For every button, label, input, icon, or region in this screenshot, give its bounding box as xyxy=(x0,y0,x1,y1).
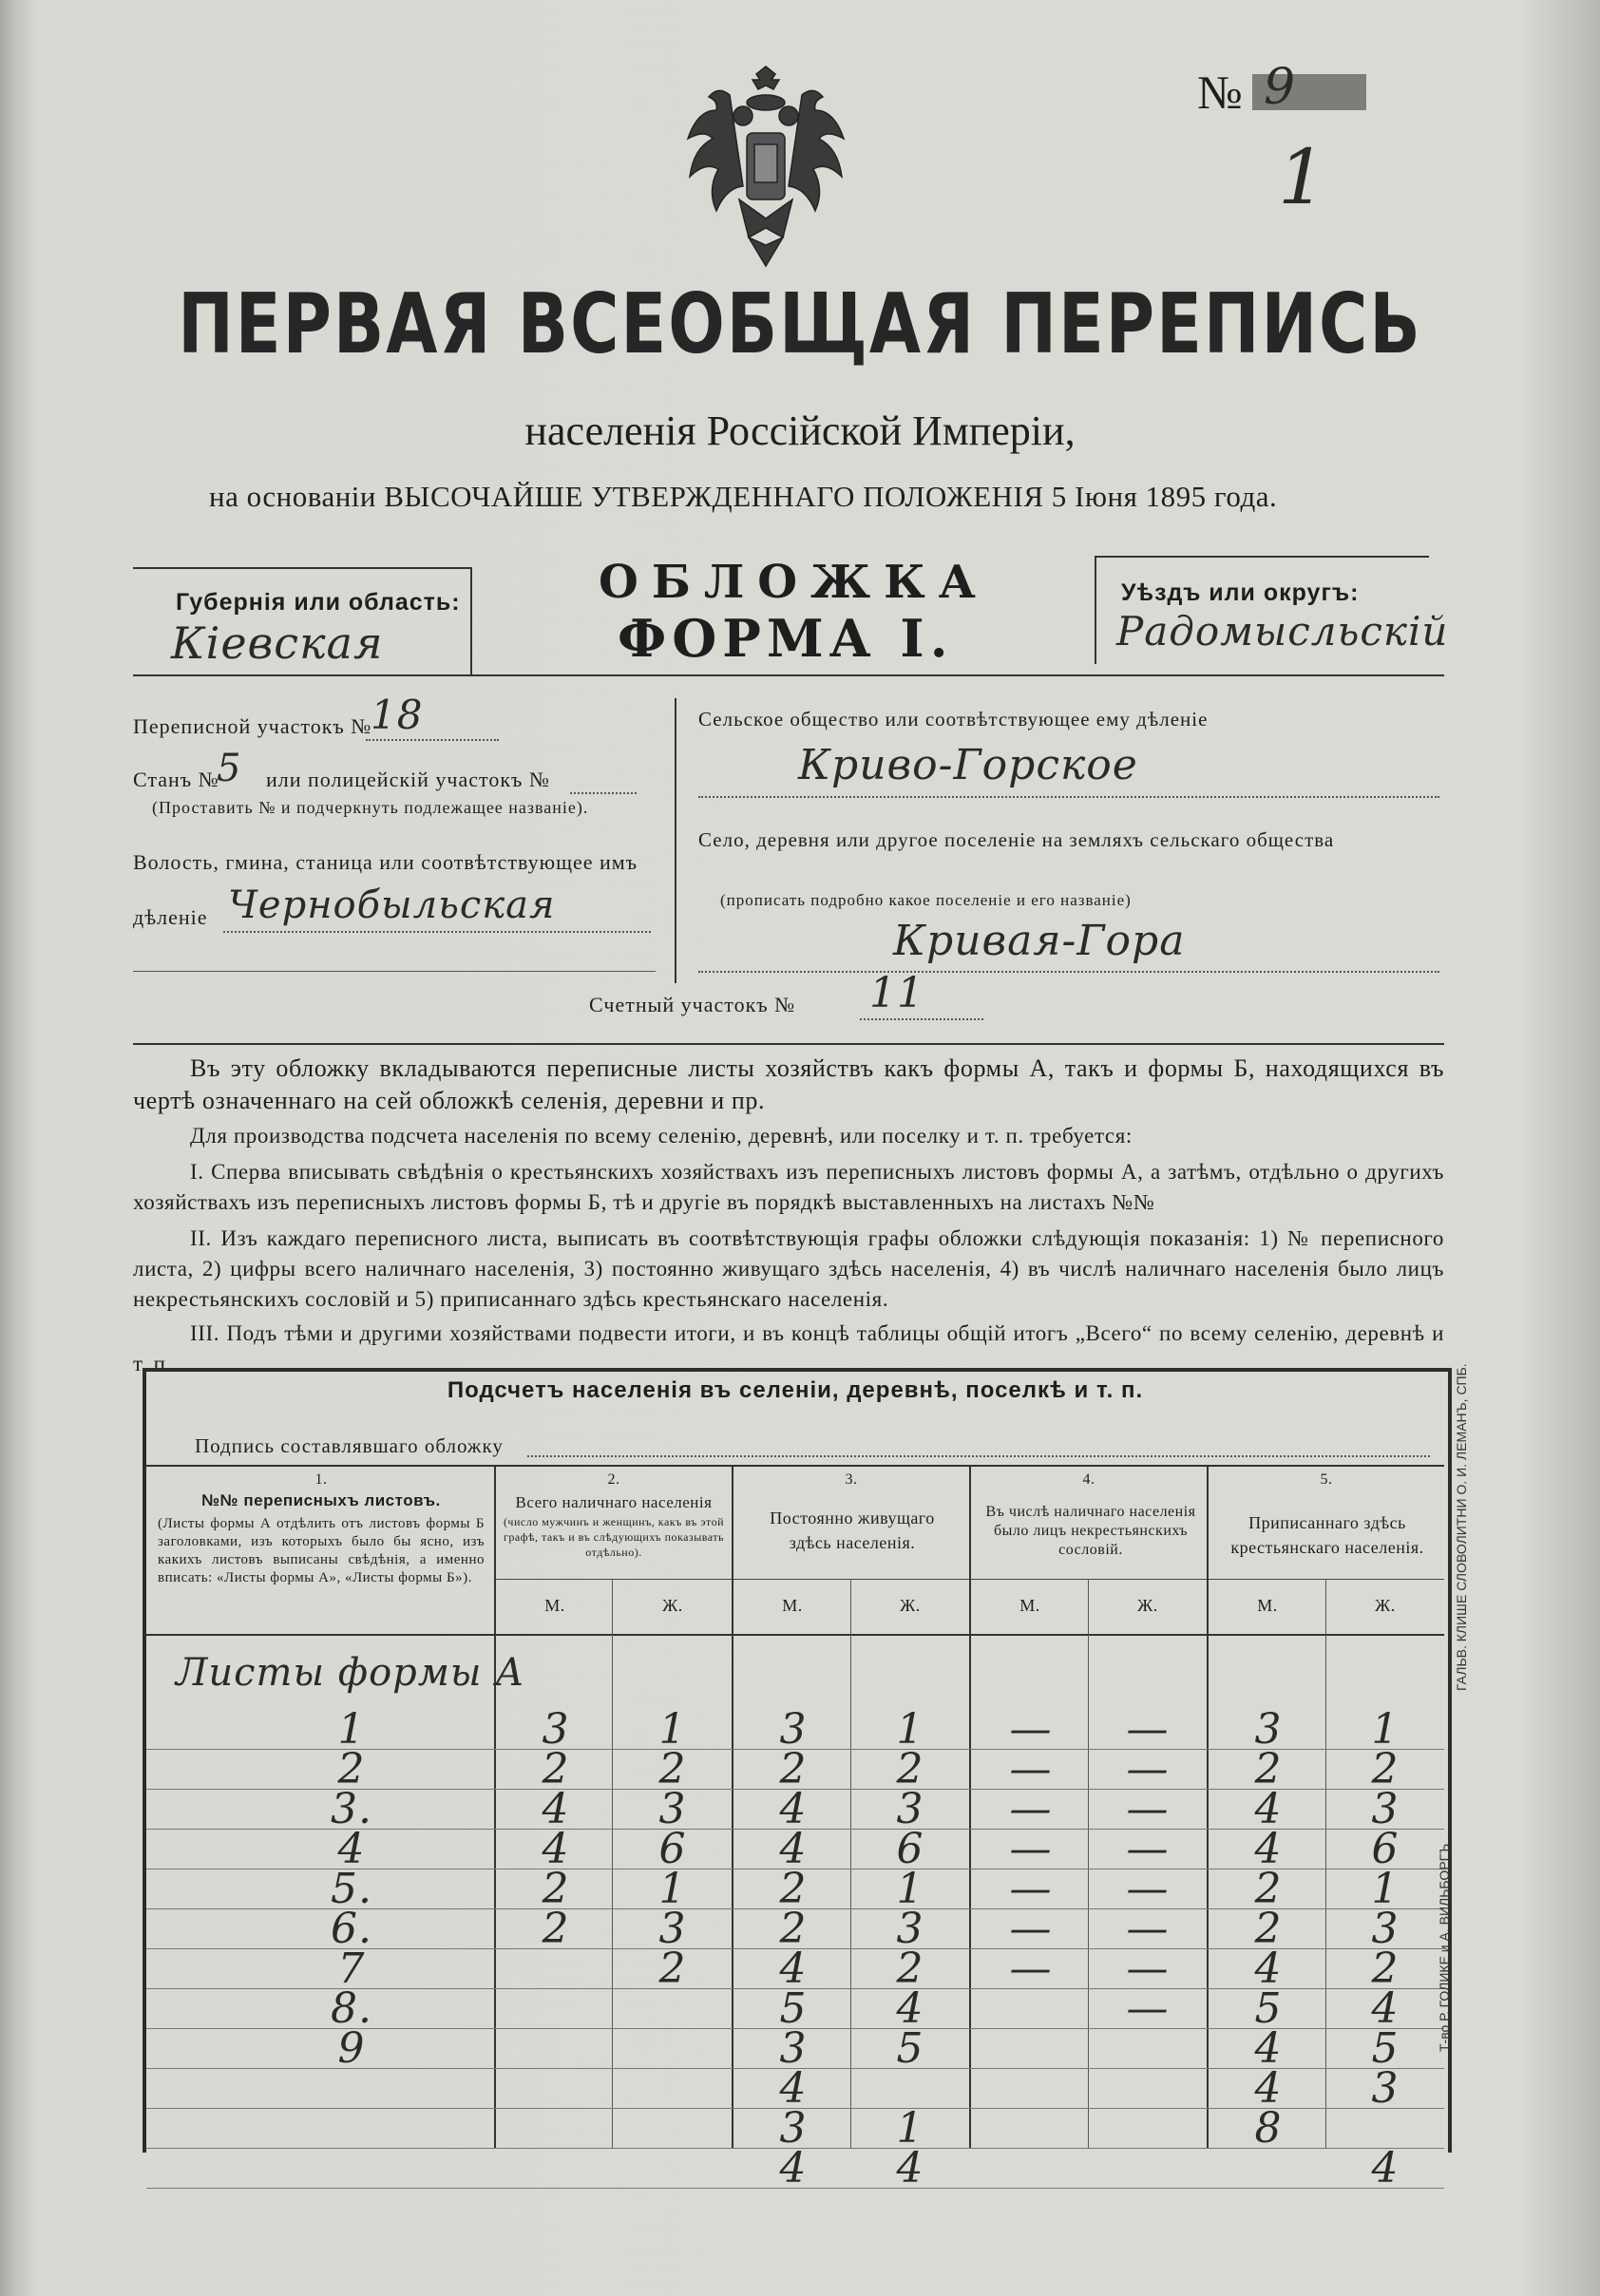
cell-c2m: 3 xyxy=(542,1705,570,1754)
cell-c5m: 2 xyxy=(1254,1745,1283,1793)
col1-number: 1. xyxy=(314,1471,328,1488)
cell-c3m: 3 xyxy=(779,1705,808,1754)
handwritten-sheet-number: 1 xyxy=(1278,133,1327,221)
cell-c5z: 1 xyxy=(1371,1705,1400,1754)
divider-under-cover xyxy=(133,674,1444,676)
cell-c3m: 4 xyxy=(779,1945,808,1993)
cover-title: ОБЛОЖКА xyxy=(599,556,989,609)
volost-label-2: дѣленіе xyxy=(133,905,208,929)
col-divider-2 xyxy=(732,1465,733,2149)
col2-zh: Ж. xyxy=(662,1596,683,1615)
schetny-value: 11 xyxy=(869,969,924,1017)
cell-c3z: 5 xyxy=(896,2024,924,2073)
table-section-label: Листы формы А xyxy=(176,1651,525,1695)
cell-c3z: 2 xyxy=(896,1745,924,1793)
cell-c5m: 4 xyxy=(1254,2024,1283,2073)
cell-c4m: — xyxy=(1009,1745,1053,1793)
document-subtitle: населенія Россійской Имперіи, xyxy=(524,408,1076,454)
obshchestvo-line xyxy=(698,796,1439,798)
col4-number: 4. xyxy=(1082,1471,1095,1488)
cell-c4z: — xyxy=(1126,1984,1170,2033)
cell-c3z: 4 xyxy=(896,1984,924,2033)
cell-c2z: 3 xyxy=(658,1905,687,1953)
cell-c5z: 2 xyxy=(1371,1745,1400,1793)
cell-c5m: 4 xyxy=(1254,1945,1283,1993)
stan-value: 5 xyxy=(217,747,242,790)
uezd-label: Уѣздъ или округъ: xyxy=(1121,579,1360,606)
cell-c3m: 4 xyxy=(779,2064,808,2113)
uchastok-line xyxy=(366,739,499,741)
fields-vertical-divider xyxy=(675,698,676,983)
col3-header: Постоянно живущаго здѣсь населенія. xyxy=(770,1509,935,1552)
selo-note: (прописать подробно какое поселеніе и его названіе) xyxy=(720,891,1132,909)
col4-zh: Ж. xyxy=(1137,1596,1158,1615)
col5-m: М. xyxy=(1257,1596,1278,1615)
cell-c5m: 5 xyxy=(1254,1984,1283,2033)
cell-c5m: 4 xyxy=(1254,2064,1283,2113)
cell-c4z: — xyxy=(1126,1745,1170,1793)
cell-c2m: 4 xyxy=(542,1825,570,1873)
stan-line xyxy=(570,792,637,794)
col4-m: М. xyxy=(1019,1596,1040,1615)
cell-c3z: 1 xyxy=(896,1705,924,1754)
cell-n: 1 xyxy=(337,1705,366,1754)
cell-c2m: 2 xyxy=(542,1865,570,1913)
cell-c3m: 2 xyxy=(779,1745,808,1793)
instruction-step-1: I. Сперва вписывать свѣдѣнія о крестьянскихъ хозяйствахъ изъ переписныхъ листовъ формы А, а затѣмъ, отдѣльно о другихъ хозяйствахъ изъ переписныхъ листовъ формы Б, тѣ и другіе въ порядкѣ выставленныхъ на листахъ №№ xyxy=(133,1160,1444,1214)
cell-c4m: — xyxy=(1009,1945,1053,1993)
instruction-intro: Въ эту обложку вкладываются переписные листы хозяйствъ какъ формы А, такъ и формы Б, находящихся въ чертѣ означеннаго на сей обложкѣ селенія, деревни и пр. xyxy=(133,1054,1444,1114)
document-decree-line: на основаніи ВЫСОЧАЙШЕ УТВЕРЖДЕННАГО ПОЛОЖЕНІЯ 5 Іюня 1895 года. xyxy=(209,480,1278,513)
coat-of-arms-eagle-icon xyxy=(682,57,849,275)
cell-c5z: 5 xyxy=(1371,2024,1400,2073)
col-divider-1 xyxy=(494,1465,496,2149)
cell-c3m: 4 xyxy=(779,1825,808,1873)
col5-zh: Ж. xyxy=(1375,1596,1396,1615)
cell-c3z: 1 xyxy=(896,1865,924,1913)
col2-m: М. xyxy=(544,1596,565,1615)
cell-c5z: 6 xyxy=(1371,1825,1400,1873)
col2-number: 2. xyxy=(607,1471,620,1488)
cell-c4z: — xyxy=(1126,1945,1170,1993)
instruction-step-3: III. Подъ тѣми и другими хозяйствами подвести итоги, и въ концѣ таблицы общій итогъ „Всего“ по всему селенію, деревнѣ и т. п. xyxy=(133,1321,1444,1376)
cell-c4m: — xyxy=(1009,1905,1053,1953)
cell-c2z: 1 xyxy=(658,1865,687,1913)
gubernia-value: Кіевская xyxy=(171,617,384,669)
cell-c5m: 2 xyxy=(1254,1905,1283,1953)
form-number-value: 9 xyxy=(1264,59,1297,116)
volost-value: Чернобыльская xyxy=(228,883,556,927)
cell-c2m: 2 xyxy=(542,1905,570,1953)
cell-c4z: — xyxy=(1126,1785,1170,1833)
cell-c3z: 3 xyxy=(896,1905,924,1953)
cell-c3z: 4 xyxy=(896,2144,924,2192)
col2-header: Всего наличнаго населенія xyxy=(515,1493,713,1511)
cover-form-title: ФОРМА I. xyxy=(618,608,954,669)
selo-line xyxy=(698,971,1439,973)
cell-c3z: 2 xyxy=(896,1945,924,1993)
divider-above-instructions xyxy=(133,1043,1444,1045)
cell-c2z: 2 xyxy=(658,1745,687,1793)
form-number-label: № xyxy=(1197,66,1243,119)
cell-c2m: 2 xyxy=(542,1745,570,1793)
col5-header: Приписаннаго здѣсь крестьянскаго населенія. xyxy=(1230,1513,1424,1557)
document-title: ПЕРВАЯ ВСЕОБЩАЯ ПЕРЕПИСЬ xyxy=(178,275,1422,373)
cell-c4z: — xyxy=(1126,1865,1170,1913)
table-title: Подсчетъ населенія въ селеніи, деревнѣ, поселкѣ и т. п. xyxy=(447,1377,1144,1403)
cell-c2z: 6 xyxy=(658,1825,687,1873)
uchastok-label: Переписной участокъ № xyxy=(133,714,372,738)
col-divider-3m xyxy=(850,1579,851,2149)
cell-c4m: — xyxy=(1009,1865,1053,1913)
col3-number: 3. xyxy=(845,1471,858,1488)
cell-n: 6. xyxy=(331,1905,372,1953)
cell-c5z: 4 xyxy=(1371,1984,1400,2033)
cell-c2z: 2 xyxy=(658,1945,687,1993)
table-header-bottom xyxy=(146,1634,1444,1636)
cell-n: 9 xyxy=(337,2024,366,2073)
stan-label: Станъ № xyxy=(133,768,219,791)
volost-label: Волость, гмина, станица или соотвѣтствующее имъ xyxy=(133,850,638,874)
cell-n: 5. xyxy=(331,1865,372,1913)
volost-line xyxy=(223,931,651,933)
volost-underline xyxy=(133,971,656,972)
cell-c5z: 1 xyxy=(1371,1865,1400,1913)
cell-n: 3. xyxy=(331,1785,372,1833)
col-divider-3 xyxy=(969,1465,971,2149)
cell-n: 2 xyxy=(337,1745,366,1793)
uchastok-value: 18 xyxy=(371,692,424,738)
cell-c5m: 3 xyxy=(1254,1705,1283,1754)
cell-c2m: 4 xyxy=(542,1785,570,1833)
stan-suffix: или полицейскій участокъ № xyxy=(266,768,550,791)
cell-c5z: 4 xyxy=(1371,2144,1400,2192)
col2-note: (число мужчинъ и женщинъ, какъ въ этой графѣ, такъ и въ слѣдующихъ показывать отдѣльно). xyxy=(503,1515,725,1559)
cell-c5m: 4 xyxy=(1254,1825,1283,1873)
gubernia-label: Губернія или область: xyxy=(176,589,461,616)
cell-n: 8. xyxy=(331,1984,372,2033)
cell-c4z: — xyxy=(1126,1705,1170,1754)
obshchestvo-value: Криво-Горское xyxy=(798,741,1138,789)
signature-line xyxy=(527,1455,1430,1457)
col-divider-2m xyxy=(612,1579,613,2149)
col1-header: №№ переписныхъ листовъ. xyxy=(201,1491,441,1509)
obshchestvo-label: Сельское общество или соотвѣтствующее ему дѣленіе xyxy=(698,708,1209,731)
cell-c3m: 5 xyxy=(779,1984,808,2033)
cell-c3z: 6 xyxy=(896,1825,924,1873)
stan-note: (Проставить № и подчеркнуть подлежащее названіе). xyxy=(152,798,589,817)
cell-c3z: 3 xyxy=(896,1785,924,1833)
col3-m: М. xyxy=(782,1596,803,1615)
col-divider-4 xyxy=(1207,1465,1209,2149)
selo-value: Кривая-Гора xyxy=(893,917,1186,965)
schetny-line xyxy=(860,1018,983,1020)
table-header-top xyxy=(146,1465,1444,1467)
cell-c5z: 2 xyxy=(1371,1945,1400,1993)
cell-c4z: — xyxy=(1126,1905,1170,1953)
cell-c3m: 2 xyxy=(779,1865,808,1913)
cell-c4m: — xyxy=(1009,1785,1053,1833)
cell-c5m: 2 xyxy=(1254,1865,1283,1913)
cell-n: 4 xyxy=(337,1825,366,1873)
cell-c4m: — xyxy=(1009,1705,1053,1754)
cell-c4m: — xyxy=(1009,1825,1053,1873)
col1-note: (Листы формы А отдѣлить отъ листовъ формы Б заголовками, изъ которыхъ было бы ясно, изъ какихъ листовъ выписаны свѣдѣнія, а именно вписать: «Листы формы А», «Листы формы Б»). xyxy=(158,1516,485,1585)
printer-imprint-2: Т-во Р. ГОЛИКЕ и А. ВИЛЬБОРГЪ xyxy=(1437,1843,1452,2052)
printer-imprint: ГАЛЬВ. КЛИШЕ СЛОВОЛИТНИ О. И. ЛЕМАНЪ, СПБ. xyxy=(1454,1363,1469,1691)
cell-c2z: 1 xyxy=(658,1705,687,1754)
signature-label: Подпись составлявшаго обложку xyxy=(195,1434,504,1457)
cell-n: 7 xyxy=(337,1945,366,1993)
cell-c5z: 3 xyxy=(1371,2064,1400,2113)
cell-c3m: 3 xyxy=(779,2104,808,2153)
cell-c5z: 3 xyxy=(1371,1905,1400,1953)
cell-c5z: 3 xyxy=(1371,1785,1400,1833)
schetny-label: Счетный участокъ № xyxy=(589,993,796,1016)
selo-label: Село, деревня или другое поселеніе на земляхъ сельскаго общества xyxy=(698,828,1335,851)
col-divider-5m xyxy=(1325,1579,1326,2149)
cell-c3m: 3 xyxy=(779,2024,808,2073)
cell-c3z: 1 xyxy=(896,2104,924,2153)
col4-header: Въ числѣ наличнаго населенія было лицъ некрестьянскихъ сословій. xyxy=(985,1504,1196,1558)
cell-c5m: 8 xyxy=(1254,2104,1283,2153)
cell-c3m: 4 xyxy=(779,1785,808,1833)
cell-c2z: 3 xyxy=(658,1785,687,1833)
instruction-requirement: Для производства подсчета населенія по всему селенію, деревнѣ, или поселку и т. п. требуется: xyxy=(190,1124,1133,1148)
cell-c4z: — xyxy=(1126,1825,1170,1873)
cell-c3m: 4 xyxy=(779,2144,808,2192)
col-divider-4m xyxy=(1088,1579,1089,2149)
col3-zh: Ж. xyxy=(900,1596,921,1615)
uezd-value: Радомысльскій xyxy=(1116,608,1449,655)
cell-c3m: 2 xyxy=(779,1905,808,1953)
cell-c5m: 4 xyxy=(1254,1785,1283,1833)
col5-number: 5. xyxy=(1320,1471,1333,1488)
instruction-step-2: II. Изъ каждаго переписного листа, выписать въ соотвѣтствующія графы обложки слѣдующія показанія: 1) № переписного листа, 2) цифры всего наличнаго населенія, 3) постоянно живущаго здѣсь населенія, 4) въ числѣ наличнаго населенія было лицъ некрестьянскихъ сословій и 5) приписаннаго здѣсь крестьянскаго населенія. xyxy=(133,1226,1444,1311)
